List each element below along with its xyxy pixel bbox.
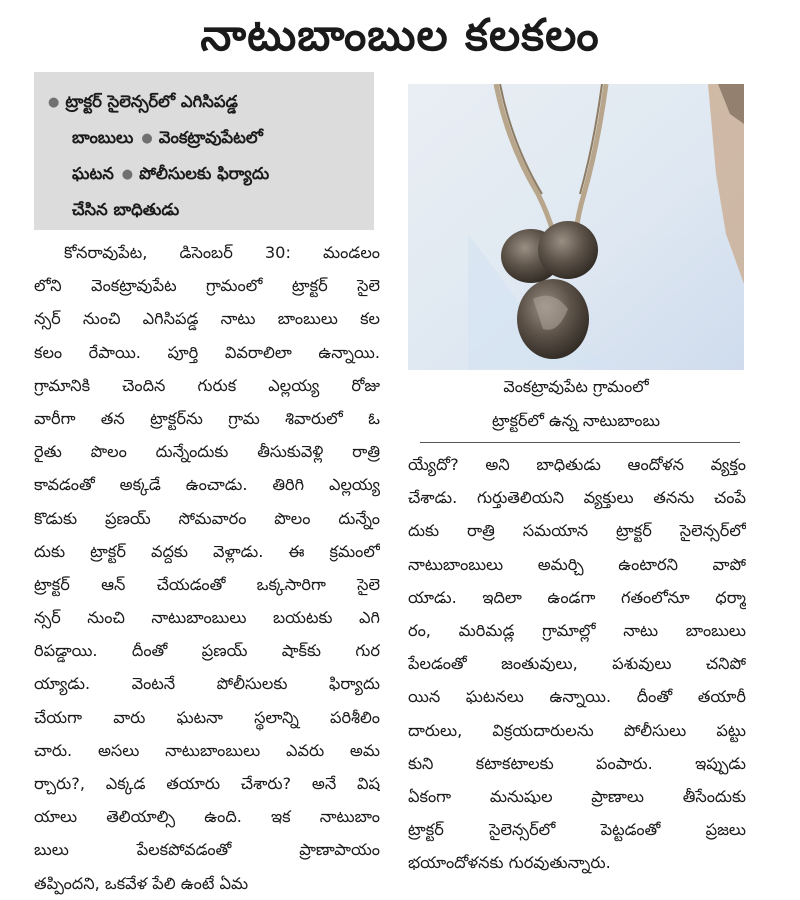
body-line: భయాందోళనకు గురవుతున్నారు.	[408, 853, 611, 873]
body-line: దారులు, విక్రయదారులను పోలీసులు పట్టు	[408, 720, 746, 740]
highlight-line	[48, 84, 364, 120]
highlight-line	[48, 156, 364, 192]
bomb-ball-right	[538, 221, 598, 279]
body-line: చారు. అసలు నాటుబాంబులు ఎవరు అమ	[34, 740, 380, 760]
highlight-text: చేసిన బాధితుడు	[72, 200, 180, 219]
body-line: కుని కటాకటాలకు పంపారు. ఇప్పుడు	[408, 753, 746, 773]
body-line: య్యాడు. వెంటనే పోలీసులకు ఫిర్యాదు	[34, 674, 380, 694]
highlight-text: ఘటన	[72, 164, 114, 183]
body-line: పేలడంతో జంతువులు, పశువులు చనిపో	[408, 654, 746, 674]
highlight-text: పోలీసులకు ఫిర్యాదు	[139, 164, 270, 183]
body-line: ట్రాక్టర్ సైలెన్సర్‌లో పెట్టడంతో ప్రజలు	[408, 820, 746, 840]
body-line: యాడు. ఇదిలా ఉండగా గతంలోనూ ధర్మా	[408, 587, 746, 607]
body-line: ట్రాక్టర్ ఆన్ చేయడంతో ఒక్కసారిగా సైలె	[34, 574, 380, 594]
body-line: కావడంతో అక్కడే ఉంచాడు. తిరిగి ఎల్లయ్య	[34, 475, 380, 495]
body-line: దుకు ట్రాక్టర్ వద్దకు వెళ్లాడు. ఈ క్రమంలో	[34, 541, 380, 561]
body-line: చేశాడు. గుర్తుతెలియని వ్యక్తులు తనను చంపే	[408, 488, 746, 508]
body-line: న్సర్ నుంచి నాటుబాంబులు బయటకు ఎగి	[34, 608, 380, 628]
body-line: లోని వెంకట్రావుపేట గ్రామంలో ట్రాక్టర్ సైలె	[34, 276, 380, 296]
article-body-left-column	[34, 236, 380, 900]
caption-underline	[420, 442, 740, 443]
body-line: చేయగా వారు ఘటనా స్థలాన్ని పరిశీలిం	[34, 707, 380, 727]
highlight-line	[48, 192, 364, 227]
body-line: న్సర్ నుంచి ఎగిసిపడ్డ నాటు బాంబులు కల	[34, 309, 380, 329]
body-line: బులు పేలకపోవడంతో ప్రాణాపాయం	[34, 840, 380, 860]
highlight-line	[48, 120, 364, 156]
photo-caption	[408, 370, 744, 438]
body-line: కలం రేపాయి. పూర్తి వివరాలిలా ఉన్నాయి.	[34, 342, 380, 362]
body-line: తప్పిందని, ఒకవేళ పేలి ఉంటే ఏమ	[34, 873, 249, 893]
body-line: యాలు తెలియాల్సి ఉంది. ఇక నాటుబాం	[34, 807, 380, 827]
body-line: కొడుకు ప్రణయ్ సోమవారం పొలం దున్నేం	[34, 508, 380, 528]
body-line: య్యేదో? అని బాధితుడు ఆందోళన వ్యక్తం	[408, 455, 746, 474]
body-line: యిన ఘటనలు ఉన్నాయి. దీంతో తయారీ	[408, 687, 746, 707]
bullet-icon: ●	[48, 95, 60, 110]
body-line: రం, మరిమడ్ల గ్రామాల్లో నాటు బాంబులు	[408, 620, 746, 640]
highlight-text: ట్రాక్టర్ సైలెన్సర్‌లో ఎగిసిపడ్డ	[65, 92, 238, 111]
bullet-icon: ●	[141, 131, 153, 146]
body-line: వారీగా తన ట్రాక్టర్‌ను గ్రామ శివారులో ఓ	[34, 408, 380, 428]
body-line: దుకు రాత్రి సమయాన ట్రాక్టర్ సైలెన్సర్‌లో	[408, 521, 746, 541]
body-line: రైతు పొలం దున్నేందుకు తీసుకువెళ్లి రాత్రి	[34, 442, 380, 462]
photo-caption-line-1: వెంకట్రావుపేట గ్రామంలో	[503, 377, 649, 396]
body-line: రిపడ్డాయి. దీంతో ప్రణయ్ షాక్‌కు గుర	[34, 641, 380, 661]
body-line: ఏకంగా మనుషుల ప్రాణాలు తీసేందుకు	[408, 786, 746, 806]
body-line: నాటుబాంబులు అమర్చి ఉంటారని వాపో	[408, 554, 746, 574]
photo-caption-line-2: ట్రాక్టర్‌లో ఉన్న నాటుబాంబు	[492, 411, 660, 430]
highlight-text: వెంకట్రావుపేటలో	[158, 128, 263, 147]
highlights-box	[34, 72, 374, 230]
body-line: గ్రామానికి చెందిన గురుక ఎల్లయ్య రోజు	[34, 375, 380, 395]
body-line: కోనరావుపేట, డిసెంబర్ 30: మండలం	[64, 243, 380, 262]
body-line: ర్చారు?, ఎక్కడ తయారు చేశారు? అనే విష	[34, 774, 380, 793]
highlight-text: బాంబులు	[72, 128, 134, 147]
headline: నాటుబాంబుల కలకలం	[200, 10, 600, 61]
country-bomb-photo	[408, 84, 744, 370]
news-photo	[408, 84, 744, 370]
bullet-icon: ●	[121, 167, 134, 182]
article-body-right-column	[408, 448, 746, 879]
